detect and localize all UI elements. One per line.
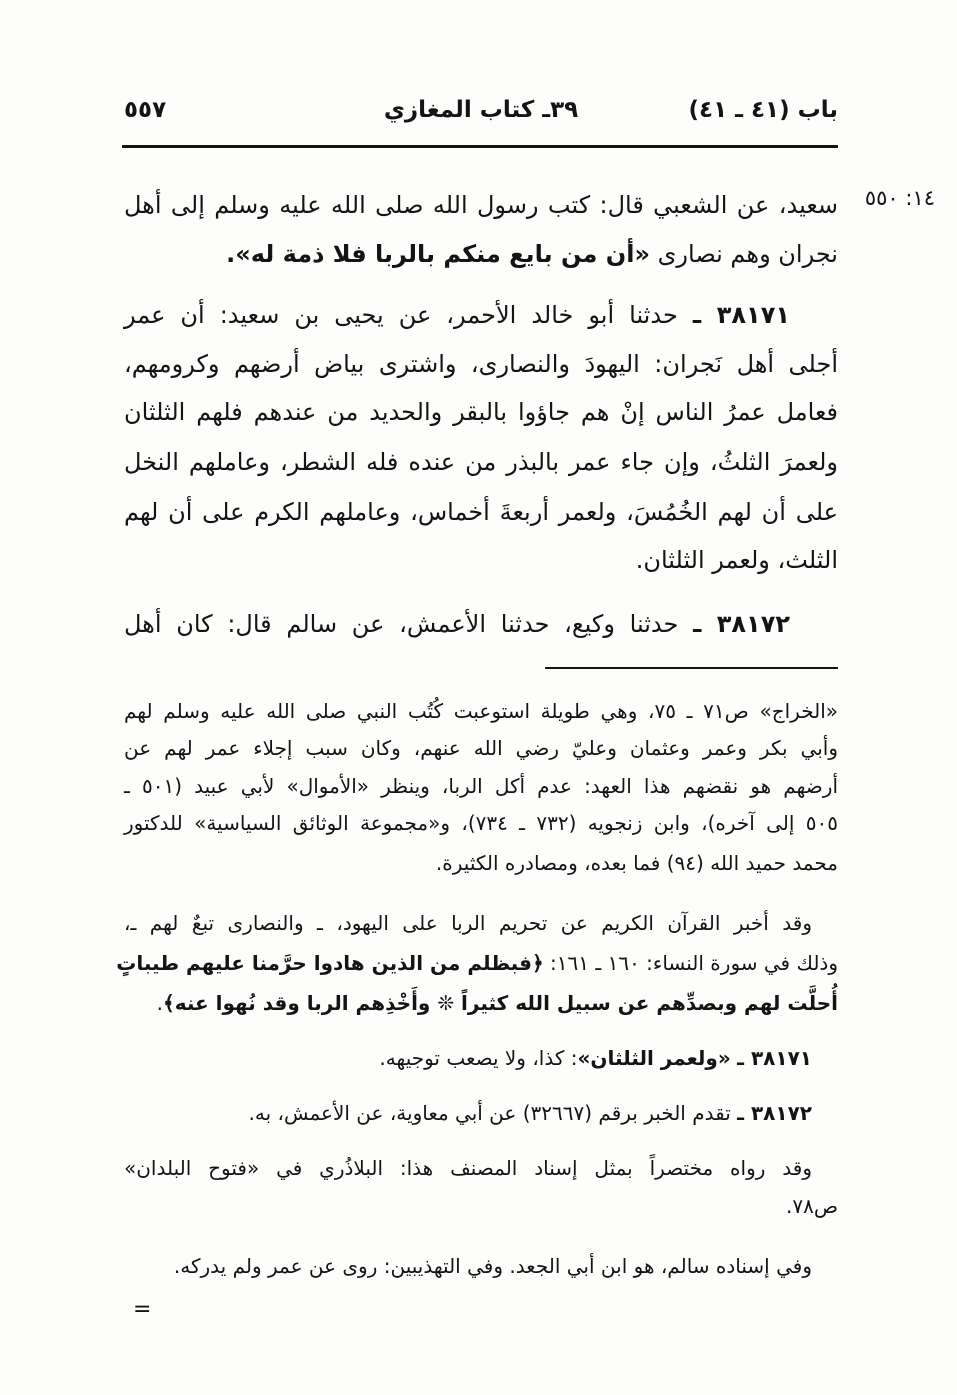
footnote-line: «الخراج» ص٧١ ـ ٧٥، وهي طويلة استوعبت كُتُب النبي صلى الله عليه وسلم لهم [124, 699, 838, 723]
quran-note-line [116, 946, 838, 980]
header-rule [122, 145, 838, 148]
book-title: ٣٩ـ كتاب المغازي [383, 97, 579, 123]
hadith-38171-line: الثلث، ولعمر الثلثان. [635, 546, 838, 574]
note-number: ٣٨١٧١ ـ [737, 1046, 812, 1070]
hadith-38171-line: أجلى أهل نَجران: اليهودَ والنصارى، واشترى بياض أرضهم وكرومهم، [124, 350, 838, 378]
continuation-mark: = [133, 1297, 152, 1322]
hadith-number: ٣٨١٧٢ ـ [693, 610, 790, 638]
hadith-38171-line: ولعمرَ الثلثُ، وإن جاء عمر بالبذر من عنده فله الشطر، وعاملهم النخل [124, 448, 838, 476]
note-number: ٣٨١٧٢ ـ [737, 1101, 812, 1125]
footnote-separator [545, 667, 838, 669]
quran-note-line: وقد أخبر القرآن الكريم عن تحريم الربا على اليهود، ـ والنصارى تبعٌ لهم ـ، [124, 911, 812, 935]
quran-note-text: وذلك في سورة النساء: ١٦٠ ـ ١٦١: [550, 951, 838, 975]
quran-verse: أُحلَّت لهم وبصدِّهم عن سبيل الله كثيراً ❊ وأَخْذِهم الربا وقد نُهوا عنه﴾ [163, 991, 838, 1015]
quran-note-line [124, 986, 838, 1020]
hadith-text: حدثنا وكيع، حدثنا الأعمش، عن سالم قال: كان أهل [124, 610, 679, 638]
note-quote: «ولعمر الثلثان» [577, 1046, 731, 1070]
note-text: : كذا، ولا يصعب توجيهه. [379, 1046, 578, 1070]
note-38172 [124, 1096, 812, 1130]
footnote-line: وأبي بكر وعمر وعثمان وعليّ رضي الله عنهم، وكان سبب إجلاء عمر لهم عن [124, 736, 838, 760]
footnote-line: ٥٠٥ إلى آخره)، وابن زنجويه (٧٣٢ ـ ٧٣٤)، و«مجموعة الوثائق السياسية» للدكتور [124, 811, 838, 835]
hadith-number: ٣٨١٧١ ـ [692, 301, 790, 329]
page-number: ٥٥٧ [124, 97, 167, 123]
quran-note-end: . [156, 991, 164, 1015]
hadith-38171-line: على أن لهم الخُمُسَ، ولعمر أربعةَ أخماس، وعاملهم الكرم على أن لهم [124, 498, 838, 526]
running-header [124, 92, 838, 128]
intro-line [124, 234, 838, 274]
note-text: تقدم الخبر برقم (٣٢٦٦٧) عن أبي معاوية، عن الأعمش، به. [248, 1101, 731, 1125]
hadith-38172-line [124, 604, 790, 644]
note-38171 [124, 1041, 812, 1075]
chapter-reference: باب (٤١ ـ ٤١) [688, 97, 838, 123]
baladhuri-note-line: وقد رواه مختصراً بمثل إسناد المصنف هذا: البلاذُري في «فتوح البلدان» [124, 1156, 812, 1180]
hadith-38171-line [124, 295, 790, 335]
baladhuri-note-line: ص٧٨. [785, 1194, 838, 1218]
margin-reference: ١٤: ٥٥٠ [864, 186, 935, 210]
quran-verse: ﴿فبظلم من الذين هادوا حرَّمنا عليهم طيباتٍ [116, 951, 544, 975]
isnad-note: وفي إسناده سالم، هو ابن أبي الجعد. وفي التهذيبين: روى عن عمر ولم يدركه. [173, 1254, 812, 1278]
prophetic-quote: «أن من بايع منكم بالربا فلا ذمة له». [226, 240, 650, 268]
hadith-text: حدثنا أبو خالد الأحمر، عن يحيى بن سعيد: أن عمر [124, 301, 678, 329]
footnote-line: أرضهم هو نقضهم هذا العهد: عدم أكل الربا، وينظر «الأموال» لأبي عبيد (٥٠١ ـ [124, 774, 838, 798]
intro-line: سعيد، عن الشعبي قال: كتب رسول الله صلى الله عليه وسلم إلى أهل [124, 191, 838, 219]
footnote-line: محمد حميد الله (٩٤) فما بعده، ومصادره الكثيرة. [435, 851, 838, 875]
hadith-38171-line: فعامل عمرُ الناس إنْ هم جاؤوا بالبقر والحديد من عندهم فلهم الثلثان [124, 398, 838, 426]
intro-text: نجران وهم نصارى [657, 240, 838, 268]
